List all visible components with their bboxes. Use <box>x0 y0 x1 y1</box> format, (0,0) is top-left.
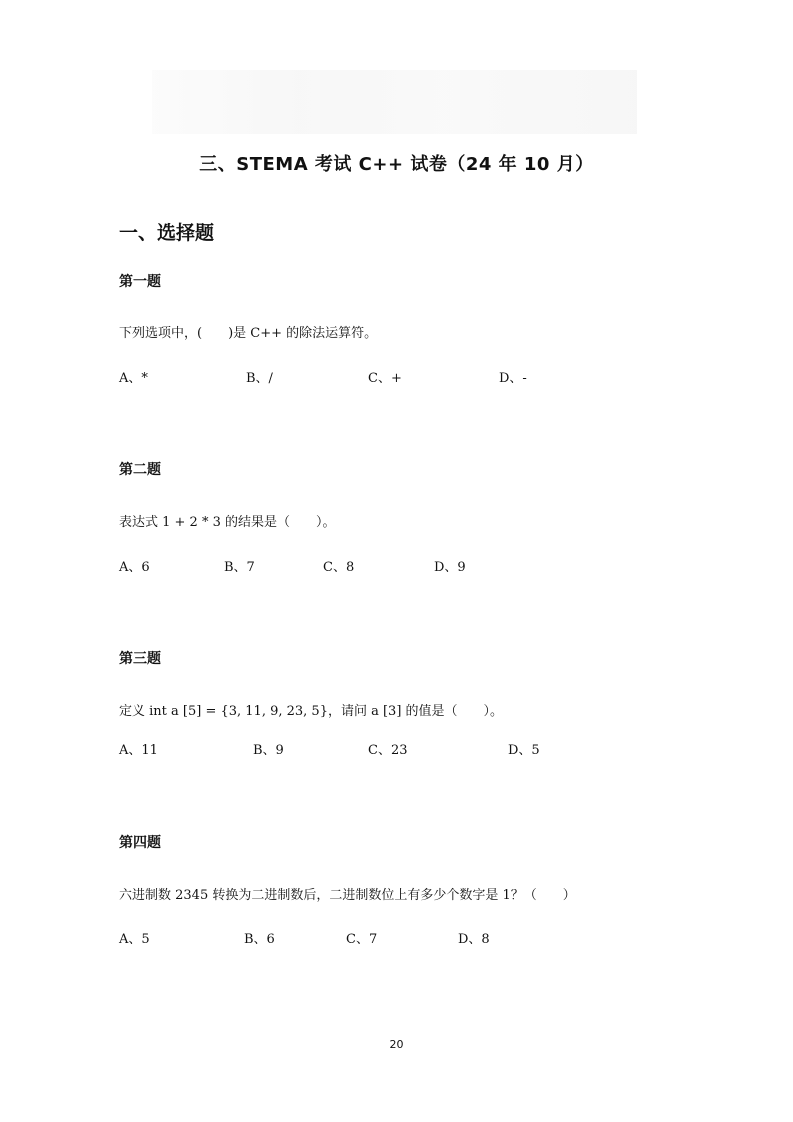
question-3-option-b: B、9 <box>253 743 284 758</box>
question-4-option-d: D、8 <box>458 932 490 947</box>
question-2-option-d: D、9 <box>434 560 466 575</box>
exam-title: 三、STEMA 考试 C++ 试卷（24 年 10 月） <box>199 154 594 175</box>
question-2-option-c: C、8 <box>323 560 355 575</box>
question-3-option-c: C、23 <box>368 743 408 758</box>
question-1-option-b: B、/ <box>246 371 273 386</box>
question-4-option-c: C、7 <box>346 932 378 947</box>
question-2-option-a: A、6 <box>119 560 150 575</box>
question-2-option-b: B、7 <box>224 560 255 575</box>
faded-header-watermark <box>152 70 637 134</box>
question-3-option-d: D、5 <box>508 743 540 758</box>
question-4-option-a: A、5 <box>119 932 150 947</box>
question-2-text: 表达式 1 + 2 * 3 的结果是（ ）。 <box>119 515 336 530</box>
question-4-text: 六进制数 2345 转换为二进制数后，二进制数位上有多少个数字是 1？（ ） <box>119 888 576 903</box>
question-1-text: 下列选项中，( )是 C++ 的除法运算符。 <box>119 326 378 341</box>
question-1-option-a: A、* <box>119 371 148 386</box>
question-4-heading: 第四题 <box>119 835 161 851</box>
section-heading: 一、选择题 <box>119 222 215 244</box>
question-1-option-c: C、+ <box>368 371 402 386</box>
question-3-heading: 第三题 <box>119 651 161 667</box>
question-4-option-b: B、6 <box>244 932 275 947</box>
page-number: 20 <box>389 1038 404 1051</box>
question-1-option-d: D、- <box>499 371 527 386</box>
question-2-heading: 第二题 <box>119 462 161 478</box>
question-1-heading: 第一题 <box>119 274 161 290</box>
question-3-option-a: A、11 <box>119 743 158 758</box>
question-3-text: 定义 int a [5] = {3, 11, 9, 23, 5}，请问 a [3] 的值是（ ）。 <box>119 704 504 719</box>
